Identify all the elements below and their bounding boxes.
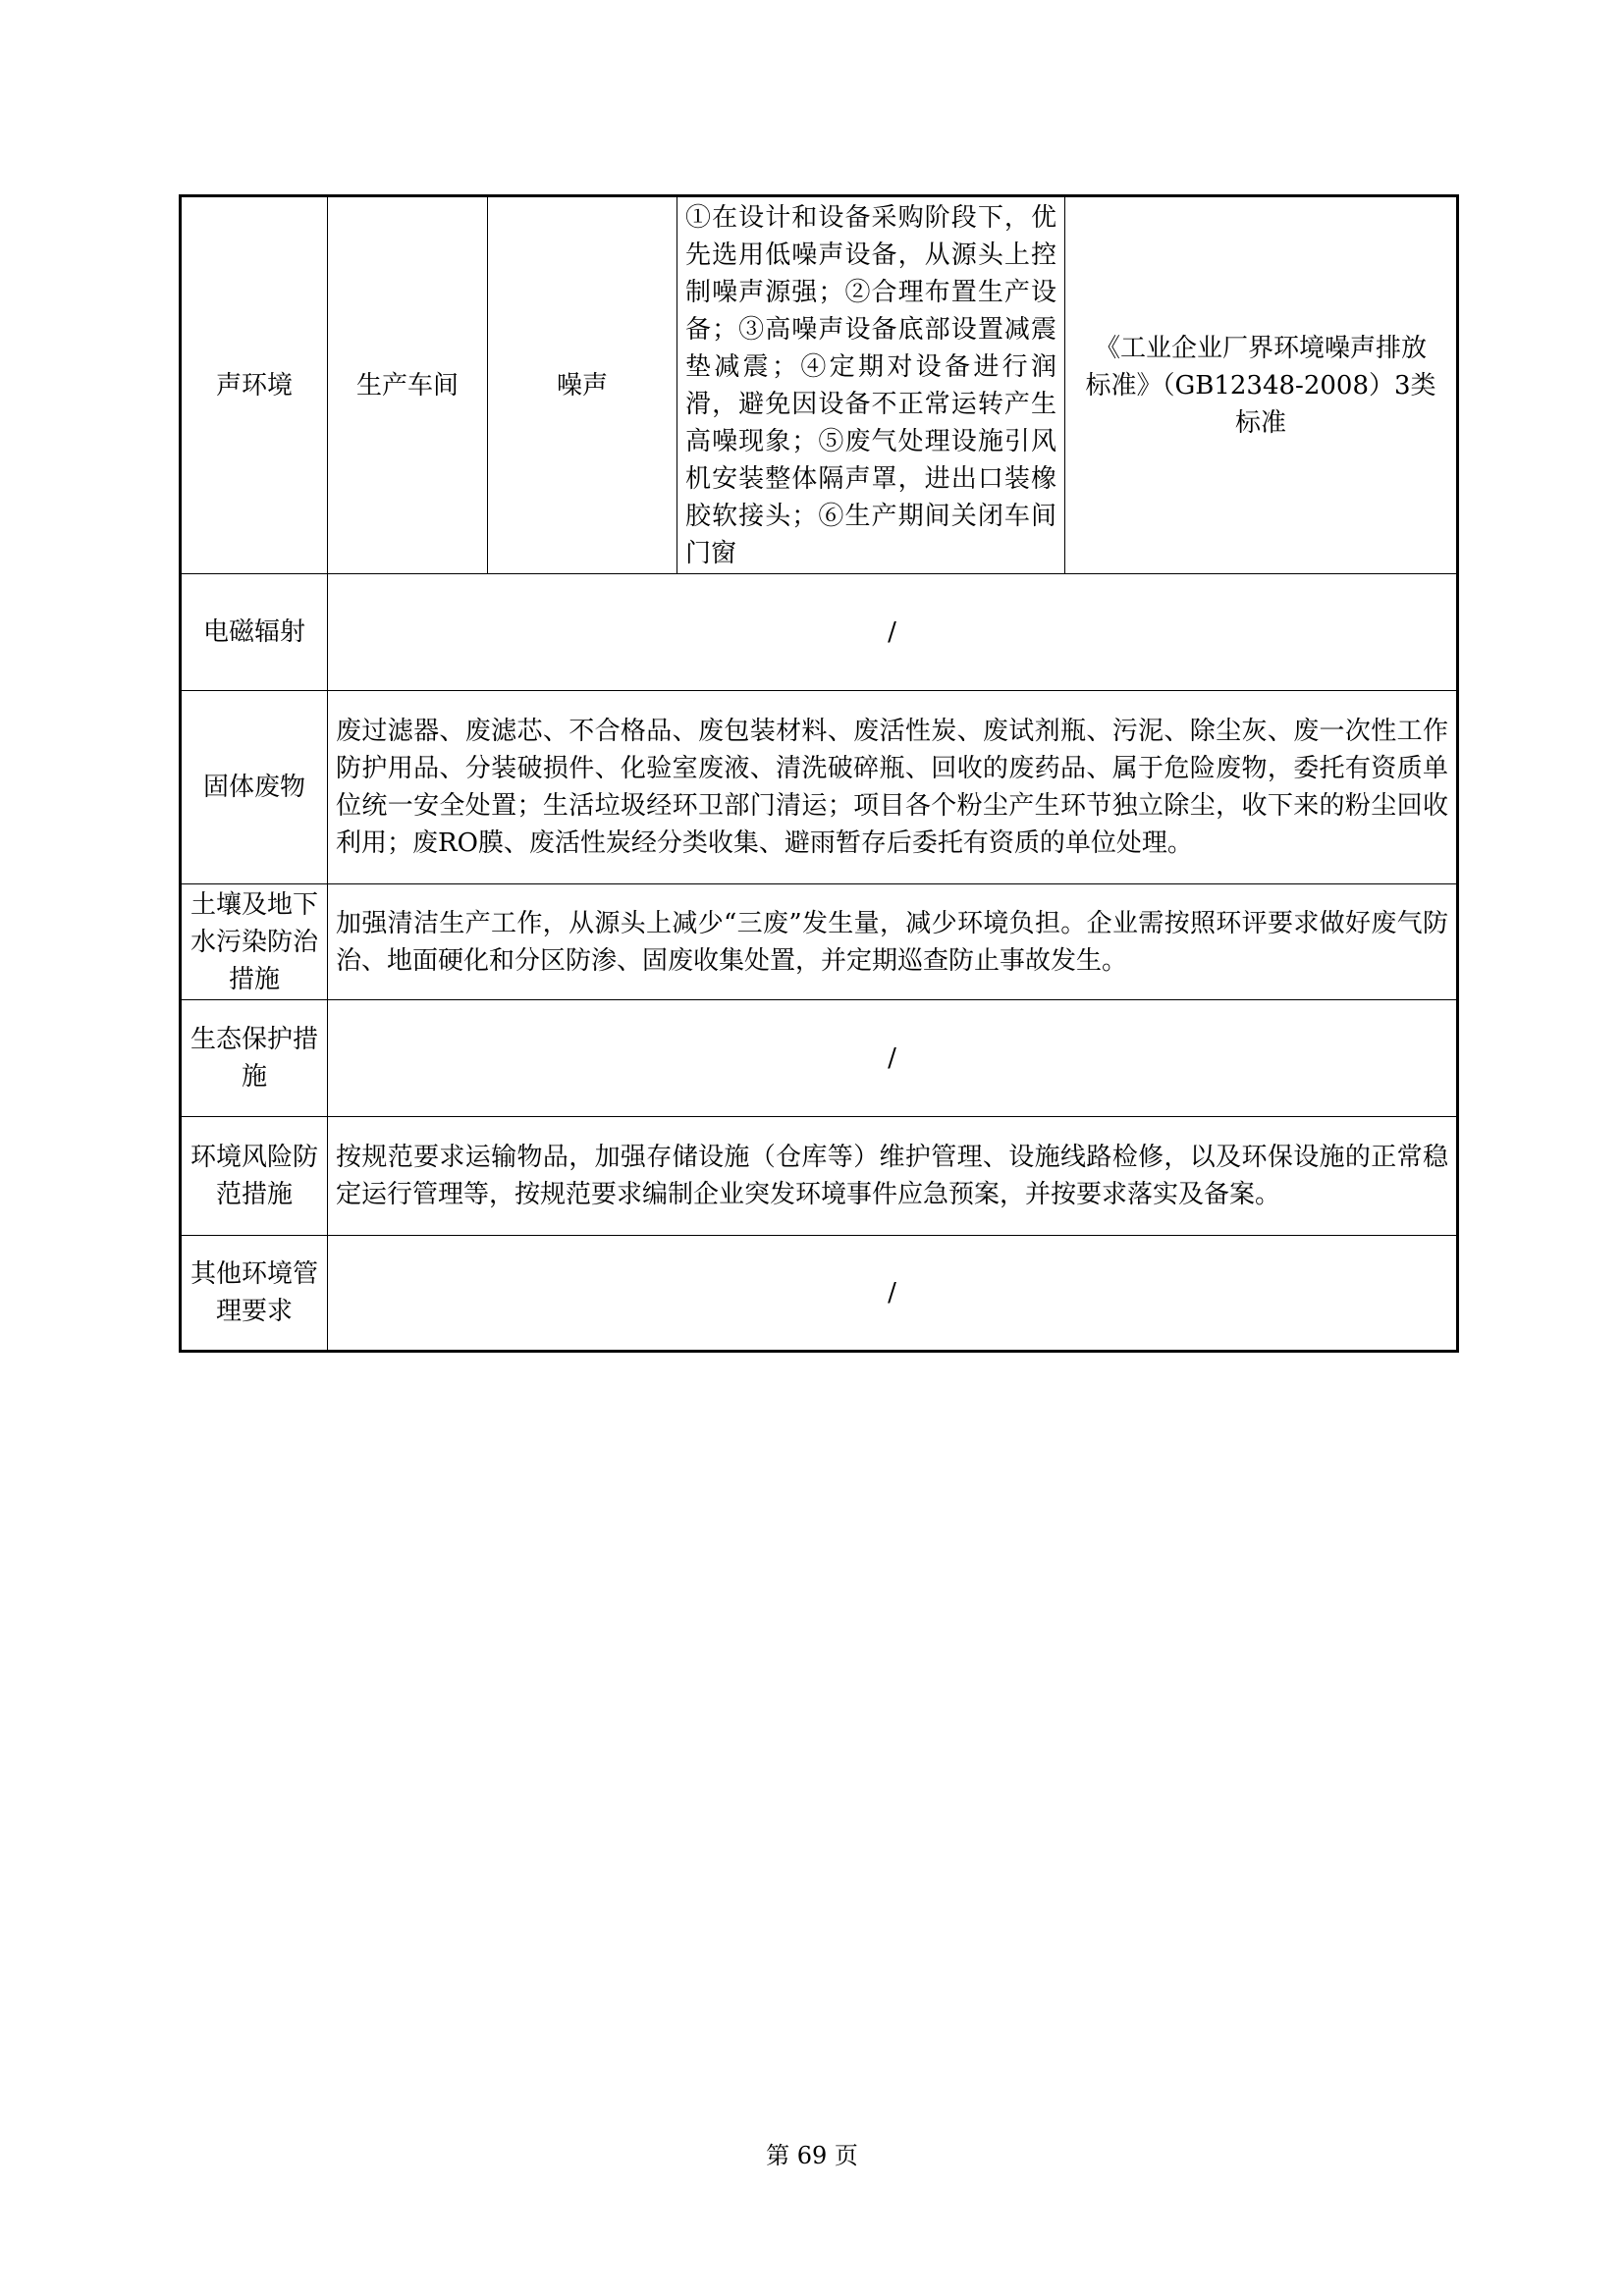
row-category: 电磁辐射 <box>181 574 328 691</box>
control-measures: ①在设计和设备采购阶段下，优先选用低噪声设备，从源头上控制噪声源强；②合理布置生产设备；③高噪声设备底部设置减震垫减震；④定期对设备进行润滑，避免因设备不正常运转产生高噪现象；⑤废气处理设施引风机安装整体隔声罩，进出口装橡胶软接头；⑥生产期间关闭车间门窗 <box>677 196 1065 574</box>
pollution-source: 生产车间 <box>328 196 488 574</box>
table-row-solid-waste <box>181 691 1458 884</box>
row-category: 声环境 <box>181 196 328 574</box>
execution-standard: 《工业企业厂界环境噪声排放标准》（GB12348-2008）3类标准 <box>1065 196 1458 574</box>
row-content: 按规范要求运输物品，加强存储设施（仓库等）维护管理、设施线路检修，以及环保设施的正常稳定运行管理等，按规范要求编制企业突发环境事件应急预案，并按要求落实及备案。 <box>328 1117 1458 1236</box>
row-category: 固体废物 <box>181 691 328 884</box>
row-content: 废过滤器、废滤芯、不合格品、废包装材料、废活性炭、废试剂瓶、污泥、除尘灰、废一次性工作防护用品、分装破损件、化验室废液、清洗破碎瓶、回收的废药品、属于危险废物，委托有资质单位统一安全处置；生活垃圾经环卫部门清运；项目各个粉尘产生环节独立除尘，收下来的粉尘回收利用；废RO膜、废活性炭经分类收集、避雨暂存后委托有资质的单位处理。 <box>328 691 1458 884</box>
row-content: / <box>328 574 1458 691</box>
table-row-risk <box>181 1117 1458 1236</box>
page-number: 第 69 页 <box>766 2142 858 2169</box>
table-row-soil <box>181 884 1458 1000</box>
row-category: 土壤及地下水污染防治措施 <box>181 884 328 1000</box>
environment-measures-table <box>179 194 1459 1353</box>
row-content: / <box>328 1236 1458 1352</box>
row-category: 环境风险防范措施 <box>181 1117 328 1236</box>
table-row-noise <box>181 196 1458 574</box>
row-content: 加强清洁生产工作，从源头上减少“三废”发生量，减少环境负担。企业需按照环评要求做好废气防治、地面硬化和分区防渗、固废收集处置，并定期巡查防止事故发生。 <box>328 884 1458 1000</box>
row-category: 生态保护措施 <box>181 1000 328 1117</box>
table-row-electromagnetic <box>181 574 1458 691</box>
row-category: 其他环境管理要求 <box>181 1236 328 1352</box>
table-row-ecology <box>181 1000 1458 1117</box>
table-row-other <box>181 1236 1458 1352</box>
row-content: / <box>328 1000 1458 1117</box>
pollutant-name: 噪声 <box>488 196 677 574</box>
